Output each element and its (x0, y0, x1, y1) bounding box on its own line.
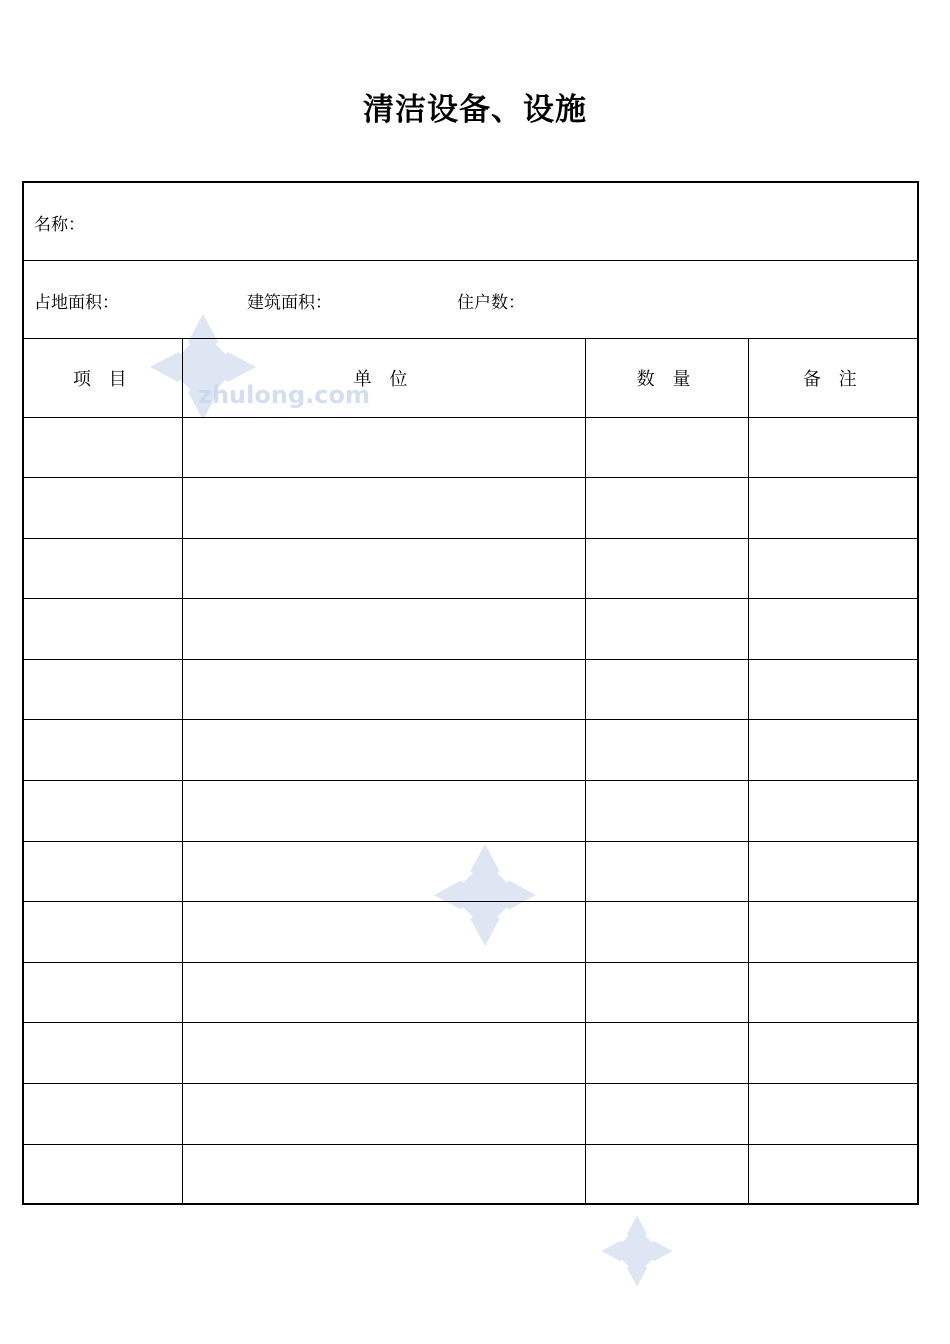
item-cell (24, 902, 182, 963)
item-cell (24, 962, 182, 1023)
table-header-row (24, 339, 917, 417)
item-cell (24, 1023, 182, 1084)
table-row (24, 841, 917, 902)
header-quantity: 数 量 (585, 339, 748, 417)
form-table (22, 181, 919, 1205)
item-cell (24, 781, 182, 842)
name-label: 名称： (34, 215, 85, 235)
table-row (24, 902, 917, 963)
unit-cell (182, 720, 585, 781)
remarks-cell (748, 659, 917, 720)
table-row (24, 781, 917, 842)
item-cell (24, 417, 182, 478)
item-cell (24, 1144, 182, 1205)
quantity-cell (585, 841, 748, 902)
households-label: 住户数： (457, 293, 525, 313)
quantity-cell (585, 659, 748, 720)
table-row (24, 478, 917, 539)
table-row (24, 659, 917, 720)
name-row (24, 183, 917, 261)
header-remarks: 备 注 (748, 339, 917, 417)
table-row (24, 538, 917, 599)
table-row (24, 1023, 917, 1084)
item-cell (24, 1084, 182, 1145)
unit-cell (182, 599, 585, 660)
unit-cell (182, 962, 585, 1023)
area-row (24, 261, 917, 339)
unit-cell (182, 478, 585, 539)
unit-cell (182, 659, 585, 720)
table-row (24, 962, 917, 1023)
quantity-cell (585, 417, 748, 478)
remarks-cell (748, 1144, 917, 1205)
unit-cell (182, 1023, 585, 1084)
quantity-cell (585, 962, 748, 1023)
unit-cell (182, 1084, 585, 1145)
remarks-cell (748, 1084, 917, 1145)
quantity-cell (585, 599, 748, 660)
unit-cell (182, 1144, 585, 1205)
table-row (24, 417, 917, 478)
page-title: 清洁设备、设施 (363, 92, 587, 128)
quantity-cell (585, 1144, 748, 1205)
remarks-cell (748, 902, 917, 963)
land-area-label: 占地面积： (34, 293, 119, 313)
item-cell (24, 538, 182, 599)
unit-cell (182, 538, 585, 599)
quantity-cell (585, 538, 748, 599)
quantity-cell (585, 1084, 748, 1145)
remarks-cell (748, 478, 917, 539)
unit-cell (182, 417, 585, 478)
watermark-logo-icon (600, 1214, 674, 1288)
unit-cell (182, 841, 585, 902)
equipment-table (24, 339, 917, 1205)
quantity-cell (585, 1023, 748, 1084)
quantity-cell (585, 720, 748, 781)
unit-cell (182, 902, 585, 963)
table-row (24, 1144, 917, 1205)
remarks-cell (748, 720, 917, 781)
item-cell (24, 599, 182, 660)
table-row (24, 599, 917, 660)
unit-cell (182, 781, 585, 842)
header-item: 项 目 (24, 339, 182, 417)
quantity-cell (585, 478, 748, 539)
quantity-cell (585, 781, 748, 842)
table-row (24, 1084, 917, 1145)
remarks-cell (748, 841, 917, 902)
quantity-cell (585, 902, 748, 963)
remarks-cell (748, 538, 917, 599)
remarks-cell (748, 417, 917, 478)
remarks-cell (748, 599, 917, 660)
item-cell (24, 841, 182, 902)
header-unit: 单 位 (182, 339, 585, 417)
remarks-cell (748, 1023, 917, 1084)
table-body (24, 417, 917, 1205)
building-area-label: 建筑面积： (247, 293, 332, 313)
item-cell (24, 659, 182, 720)
remarks-cell (748, 962, 917, 1023)
watermark-text: zhulong.com (198, 381, 370, 409)
remarks-cell (748, 781, 917, 842)
item-cell (24, 478, 182, 539)
item-cell (24, 720, 182, 781)
table-row (24, 720, 917, 781)
